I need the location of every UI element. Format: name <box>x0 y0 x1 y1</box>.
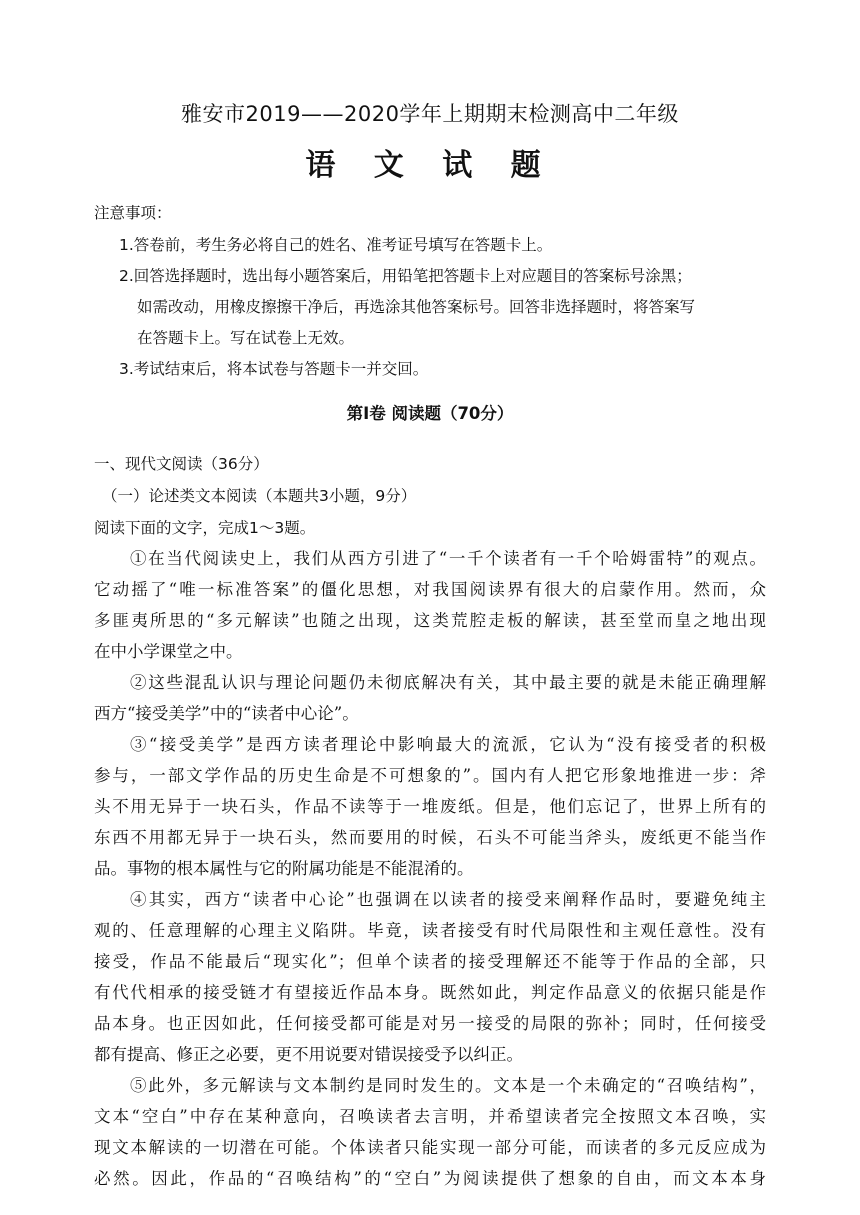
part-heading: 一、现代文阅读（36分） <box>94 455 269 473</box>
passage-line: 在中小学课堂之中。 <box>94 642 243 661</box>
passage-line: 有代代相承的接受链才有望接近作品本身。既然如此，判定作品意义的依据只能是作 <box>94 983 766 1002</box>
passage-line: ⑤此外，多元解读与文本制约是同时发生的。文本是一个未确定的“召唤结构”， <box>130 1076 766 1095</box>
passage-line: 参与，一部文学作品的历史生命是不可想象的”。国内有人把它形象地推进一步：斧 <box>94 766 766 785</box>
subpart-heading: （一）论述类文本阅读（本题共3小题，9分） <box>102 487 417 505</box>
passage-line: ③“接受美学”是西方读者理论中影响最大的流派，它认为“没有接受者的积极 <box>130 735 766 754</box>
notice-item: 3.考试结束后，将本试卷与答题卡一并交回。 <box>119 360 429 378</box>
passage-line: 现文本解读的一切潜在可能。个体读者只能实现一部分可能，而读者的多元反应成为 <box>94 1138 766 1157</box>
passage-line: 品。事物的根本属性与它的附属功能是不能混淆的。 <box>94 859 474 878</box>
passage-line: 品本身。也正因如此，任何接受都可能是对另一接受的局限的弥补；同时，任何接受 <box>94 1014 766 1033</box>
passage-line: ①在当代阅读史上，我们从西方引进了“一千个读者有一千个哈姆雷特”的观点。 <box>130 549 766 568</box>
notice-item: 2.回答选择题时，选出每小题答案后，用铅笔把答题卡上对应题目的答案标号涂黑； <box>119 267 692 285</box>
passage-line: 接受，作品不能最后“现实化”；但单个读者的接受理解还不能等于作品的全部，只 <box>94 952 766 971</box>
passage-line: 文本“空白”中存在某种意向，召唤读者去言明，并希望读者完全按照文本召唤，实 <box>94 1107 766 1126</box>
passage-line: 东西不用都无异于一块石头，然而要用的时候，石头不可能当斧头，废纸更不能当作 <box>94 828 766 847</box>
passage-line: 它动摇了“唯一标准答案”的僵化思想，对我国阅读界有很大的启蒙作用。然而，众 <box>94 580 766 599</box>
passage-line: ④其实，西方“读者中心论”也强调在以读者的接受来阐释作品时，要避免纯主 <box>130 890 766 909</box>
section-title: 第Ⅰ卷 阅读题（70分） <box>346 404 514 423</box>
notice-item-continued: 在答题卡上。写在试卷上无效。 <box>137 329 355 347</box>
passage-line: 头不用无异于一块石头，作品不读等于一堆废纸。但是，他们忘记了，世界上所有的 <box>94 797 766 816</box>
notice-item-continued: 如需改动，用橡皮擦擦干净后，再选涂其他答案标号。回答非选择题时，将答案写 <box>137 298 696 316</box>
passage-line: 西方“接受美学”中的“读者中心论”。 <box>94 704 359 723</box>
passage-line: 都有提高、修正之必要，更不用说要对错误接受予以纠正。 <box>94 1045 523 1064</box>
subject-title: 语 文 试 题 <box>305 148 555 183</box>
reading-instruction: 阅读下面的文字，完成1～3题。 <box>94 519 316 537</box>
passage-line: 观的、任意理解的心理主义陷阱。毕竟，读者接受有时代局限性和主观任意性。没有 <box>94 921 766 940</box>
passage-line: ②这些混乱认识与理论问题仍未彻底解决有关，其中最主要的就是未能正确理解 <box>130 673 766 692</box>
notice-item: 1.答卷前，考生务必将自己的姓名、准考证号填写在答题卡上。 <box>119 236 553 254</box>
passage-line: 必然。因此，作品的“召唤结构”的“空白”为阅读提供了想象的自由，而文本本身 <box>94 1169 766 1188</box>
exam-title: 雅安市2019——2020学年上期期末检测高中二年级 <box>181 102 679 126</box>
notice-heading: 注意事项： <box>94 204 172 222</box>
passage-line: 多匪夷所思的“多元解读”也随之出现，这类荒腔走板的解读，甚至堂而皇之地出现 <box>94 611 766 630</box>
